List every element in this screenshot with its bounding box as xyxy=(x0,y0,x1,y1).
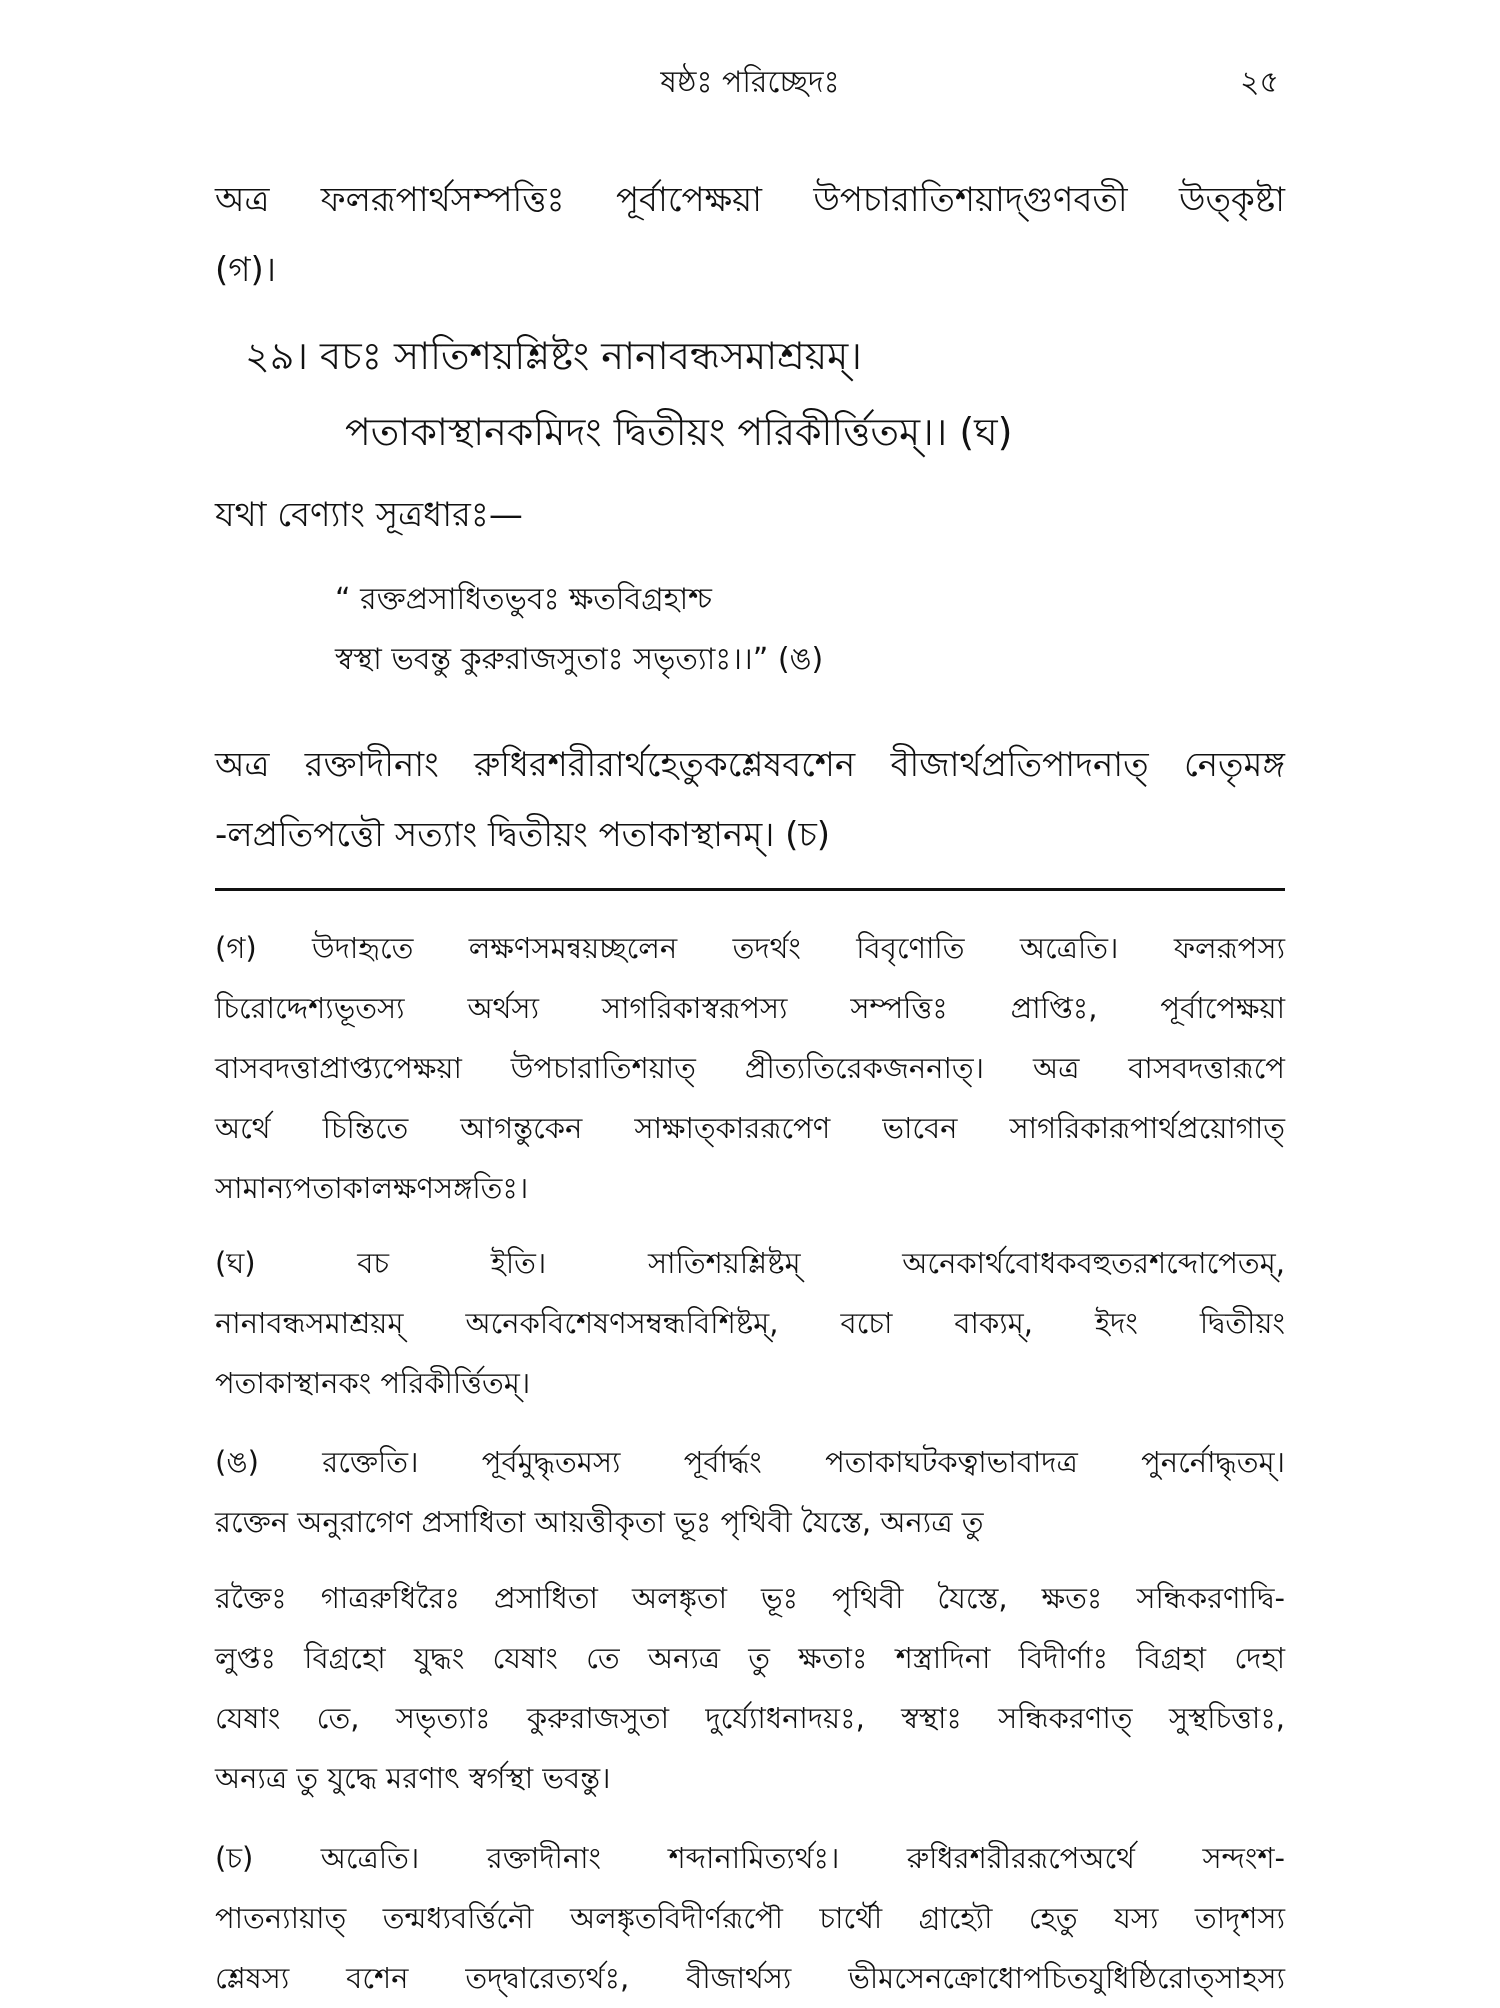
running-header: ষষ্ঠঃ পরিচ্ছেদঃ xyxy=(660,65,840,100)
text-line: অত্র ফলরূপার্থসম্পত্তিঃ পূর্বাপেক্ষয়া উপচারাতিশয়াদ্গুণবতী উত্কৃষ্টা xyxy=(215,180,1285,220)
text-line: যেষাং তে, সভৃত্যাঃ কুরুরাজসুতা দুর্য্যোধনাদয়ঃ, স্বস্থাঃ সন্ধিকরণাত্ সুস্থচিত্তাঃ, xyxy=(215,1701,1285,1735)
text-line: পাতন্যায়াত্ তন্মধ্যবর্ত্তিনৌ অলঙ্কৃতবিদীর্ণরূপৌ চার্থৌ গ্রাহ্যৌ হেতু যস্য তাদৃশস্য xyxy=(215,1901,1285,1935)
paragraph-2 xyxy=(215,730,1285,870)
footnote-nga xyxy=(215,1432,1285,1552)
quote-line: “ রক্তপ্রসাধিতভুবঃ ক্ষতবিগ্রহাশ্চ xyxy=(335,582,712,617)
text-line: রক্তেন অনুরাগেণ প্রসাধিতা আয়ত্তীকৃতা ভূঃ পৃথিবী যৈস্তে, অন্যত্র তু xyxy=(215,1505,984,1539)
text-line: সামান্যপতাকালক্ষণসঙ্গতিঃ। xyxy=(215,1171,529,1205)
verse-line: পতাকাস্থানকমিদং দ্বিতীয়ং পরিকীর্ত্তিতম্।। (ঘ) xyxy=(345,410,1013,454)
text-line: (ঙ) রক্তেতি। পূর্বমুদ্ধৃতমস্য পূর্বার্দ্ধং পতাকাঘটকত্বাভাবাদত্র পুনর্নোদ্ধৃতম্। xyxy=(215,1445,1285,1479)
text-line: (গ) উদাহৃতে লক্ষণসমন্বয়চ্ছলেন তদর্থং বিবৃণোতি অত্রেতি। ফলরূপস্য xyxy=(215,931,1285,965)
text-line: শ্লেষস্য বশেন তদ্দ্বারেত্যর্থঃ, বীজার্থস্য ভীমসেনক্রোধোপচিতযুধিষ্ঠিরোত্সাহস্য xyxy=(215,1961,1285,1995)
footnote-cha xyxy=(215,1828,1285,2008)
text-line: রক্তৈঃ গাত্ররুধিরৈঃ প্রসাধিতা অলঙ্কৃতা ভূঃ পৃথিবী যৈস্তে, ক্ষতঃ সন্ধিকরণাদ্বি- xyxy=(215,1581,1285,1615)
example-intro: যথা বেণ্যাং সূত্রধারঃ— xyxy=(215,495,523,535)
text-line: (গ)। xyxy=(215,250,276,290)
page-number: ২৫ xyxy=(1240,65,1279,100)
footnote-nga-continued xyxy=(215,1568,1285,1808)
text-line: অর্থে চিন্তিতে আগন্তুকেন সাক্ষাত্কাররূপেণ ভাবেন সাগরিকারূপার্থপ্রয়োগাত্ xyxy=(215,1111,1285,1145)
text-line: নানাবন্ধসমাশ্রয়ম্ অনেকবিশেষণসম্বন্ধবিশিষ্টম্, বচো বাক্যম্, ইদং দ্বিতীয়ং xyxy=(215,1306,1285,1340)
footnote-divider xyxy=(215,888,1285,891)
quote-line: স্বস্থা ভবন্তু কুরুরাজসুতাঃ সভৃত্যাঃ।।” (ঙ) xyxy=(335,642,824,677)
text-line: লুপ্তঃ বিগ্রহো যুদ্ধং যেষাং তে অন্যত্র তু ক্ষতাঃ শস্ত্রাদিনা বিদীর্ণাঃ বিগ্রহা দেহা xyxy=(215,1641,1285,1675)
text-line: অত্র রক্তাদীনাং রুধিরশরীরার্থহেতুকশ্লেষবশেন বীজার্থপ্রতিপাদনাত্ নেতৃমঙ্গ xyxy=(215,745,1285,785)
text-line: বাসবদত্তাপ্রাপ্ত্যপেক্ষয়া উপচারাতিশয়াত্ প্রীত্যতিরেকজননাত্। অত্র বাসবদত্তারূপে xyxy=(215,1051,1285,1085)
text-line: অন্যত্র তু যুদ্ধে মরণাৎ স্বর্গস্থা ভবন্তু। xyxy=(215,1761,611,1795)
text-line: পতাকাস্থানকং পরিকীর্ত্তিতম্। xyxy=(215,1366,531,1400)
footnote-ga xyxy=(215,918,1285,1218)
text-line: চিরোদ্দেশ্যভূতস্য অর্থস্য সাগরিকাস্বরূপস্য সম্পত্তিঃ প্রাপ্তিঃ, পূর্বাপেক্ষয়া xyxy=(215,991,1285,1025)
footnote-gha xyxy=(215,1233,1285,1413)
text-line: (ঘ) বচ ইতি। সাতিশয়শ্লিষ্টম্ অনেকার্থবোধকবহুতরশব্দোপেতম্, xyxy=(215,1246,1285,1280)
text-line: -লপ্রতিপত্তৌ সত্যাং দ্বিতীয়ং পতাকাস্থানম্। (চ) xyxy=(215,815,831,855)
text-line: (চ) অত্রেতি। রক্তাদীনাং শব্দানামিত্যর্থঃ। রুধিরশরীররূপেঅর্থে সন্দংশ- xyxy=(215,1841,1285,1875)
verse-line: ২৯। বচঃ সাতিশয়শ্লিষ্টং নানাবন্ধসমাশ্রয়ম্। xyxy=(245,334,862,378)
paragraph-1 xyxy=(215,165,1285,305)
